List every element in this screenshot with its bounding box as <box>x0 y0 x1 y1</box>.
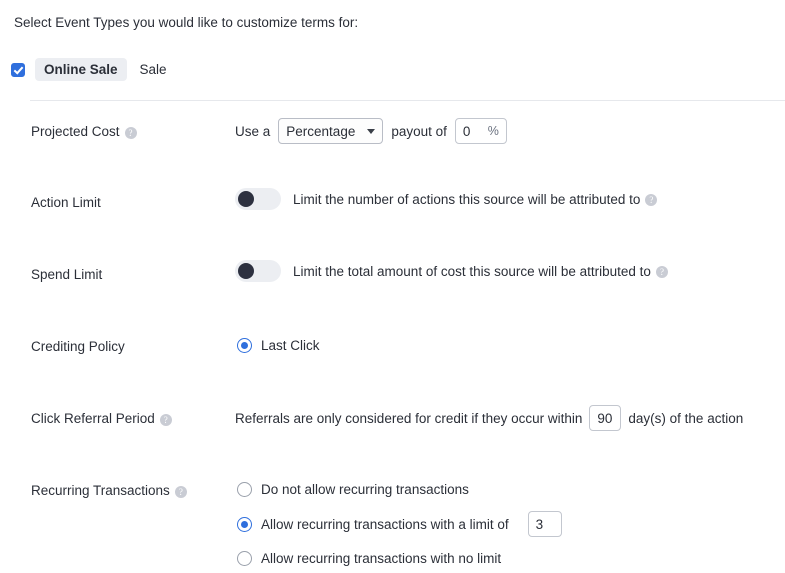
spend-limit-toggle[interactable] <box>235 260 281 282</box>
crediting-policy-option[interactable] <box>237 338 320 353</box>
crediting-policy-control <box>237 338 320 353</box>
event-type-sale[interactable]: Sale <box>139 62 167 77</box>
referral-days-value: 90 <box>597 410 613 426</box>
recurring-no-limit-label: Allow recurring transactions with no limit <box>261 551 502 566</box>
recurring-option-limit[interactable] <box>237 511 562 537</box>
click-referral-period-label <box>31 411 172 426</box>
section-divider <box>30 100 785 101</box>
projected-cost-prefix: Use a <box>235 123 271 139</box>
recurring-limit-value: 3 <box>535 516 544 532</box>
action-limit-label: Action Limit <box>31 195 101 210</box>
click-referral-suffix: day(s) of the action <box>628 410 744 426</box>
crediting-policy-label: Crediting Policy <box>31 339 125 354</box>
chevron-down-icon <box>367 129 375 134</box>
payout-type-value: Percentage <box>286 123 356 139</box>
recurring-limit-label: Allow recurring transactions with a limit of <box>261 516 509 532</box>
recurring-transactions-label <box>31 483 187 498</box>
payout-amount-input[interactable] <box>455 118 507 144</box>
payout-amount-value: 0 <box>462 123 471 139</box>
toggle-knob <box>238 191 254 207</box>
click-referral-period-label-text: Click Referral Period <box>31 411 155 426</box>
last-click-radio[interactable] <box>237 338 252 353</box>
percent-sign: % <box>487 124 499 138</box>
recurring-transactions-options <box>237 482 562 566</box>
action-limit-description: Limit the number of actions this source will be attributed to <box>293 191 641 207</box>
help-icon[interactable]: ? <box>656 266 668 278</box>
projected-cost-control <box>235 118 507 144</box>
referral-days-input[interactable] <box>589 405 621 431</box>
spend-limit-control <box>235 260 668 282</box>
recurring-limit-radio[interactable] <box>237 517 252 532</box>
no-recurring-radio[interactable] <box>237 482 252 497</box>
projected-cost-label-text: Projected Cost <box>31 124 120 139</box>
event-type-online-sale[interactable]: Online Sale <box>35 58 127 81</box>
help-icon[interactable]: ? <box>645 194 657 206</box>
recurring-option-no-limit[interactable] <box>237 551 562 566</box>
payout-type-select[interactable] <box>278 118 383 144</box>
last-click-label: Last Click <box>261 338 320 353</box>
online-sale-checkbox[interactable] <box>11 63 25 77</box>
spend-limit-description: Limit the total amount of cost this source will be attributed to <box>293 263 651 279</box>
no-recurring-label: Do not allow recurring transactions <box>261 482 469 497</box>
toggle-knob <box>238 263 254 279</box>
action-limit-control <box>235 188 657 210</box>
spend-limit-label: Spend Limit <box>31 267 103 282</box>
recurring-limit-input[interactable] <box>528 511 562 537</box>
help-icon[interactable]: ? <box>125 127 137 139</box>
action-limit-toggle[interactable] <box>235 188 281 210</box>
event-type-selector <box>11 58 170 81</box>
recurring-no-limit-radio[interactable] <box>237 551 252 566</box>
recurring-option-no-recurring[interactable] <box>237 482 562 497</box>
click-referral-prefix: Referrals are only considered for credit if they occur within <box>235 410 583 426</box>
click-referral-period-control <box>235 405 743 431</box>
help-icon[interactable]: ? <box>175 486 187 498</box>
help-icon[interactable]: ? <box>160 414 172 426</box>
recurring-transactions-label-text: Recurring Transactions <box>31 483 170 498</box>
projected-cost-label <box>31 124 137 139</box>
page-title: Select Event Types you would like to customize terms for: <box>14 15 359 30</box>
projected-cost-suffix: payout of <box>391 123 447 139</box>
